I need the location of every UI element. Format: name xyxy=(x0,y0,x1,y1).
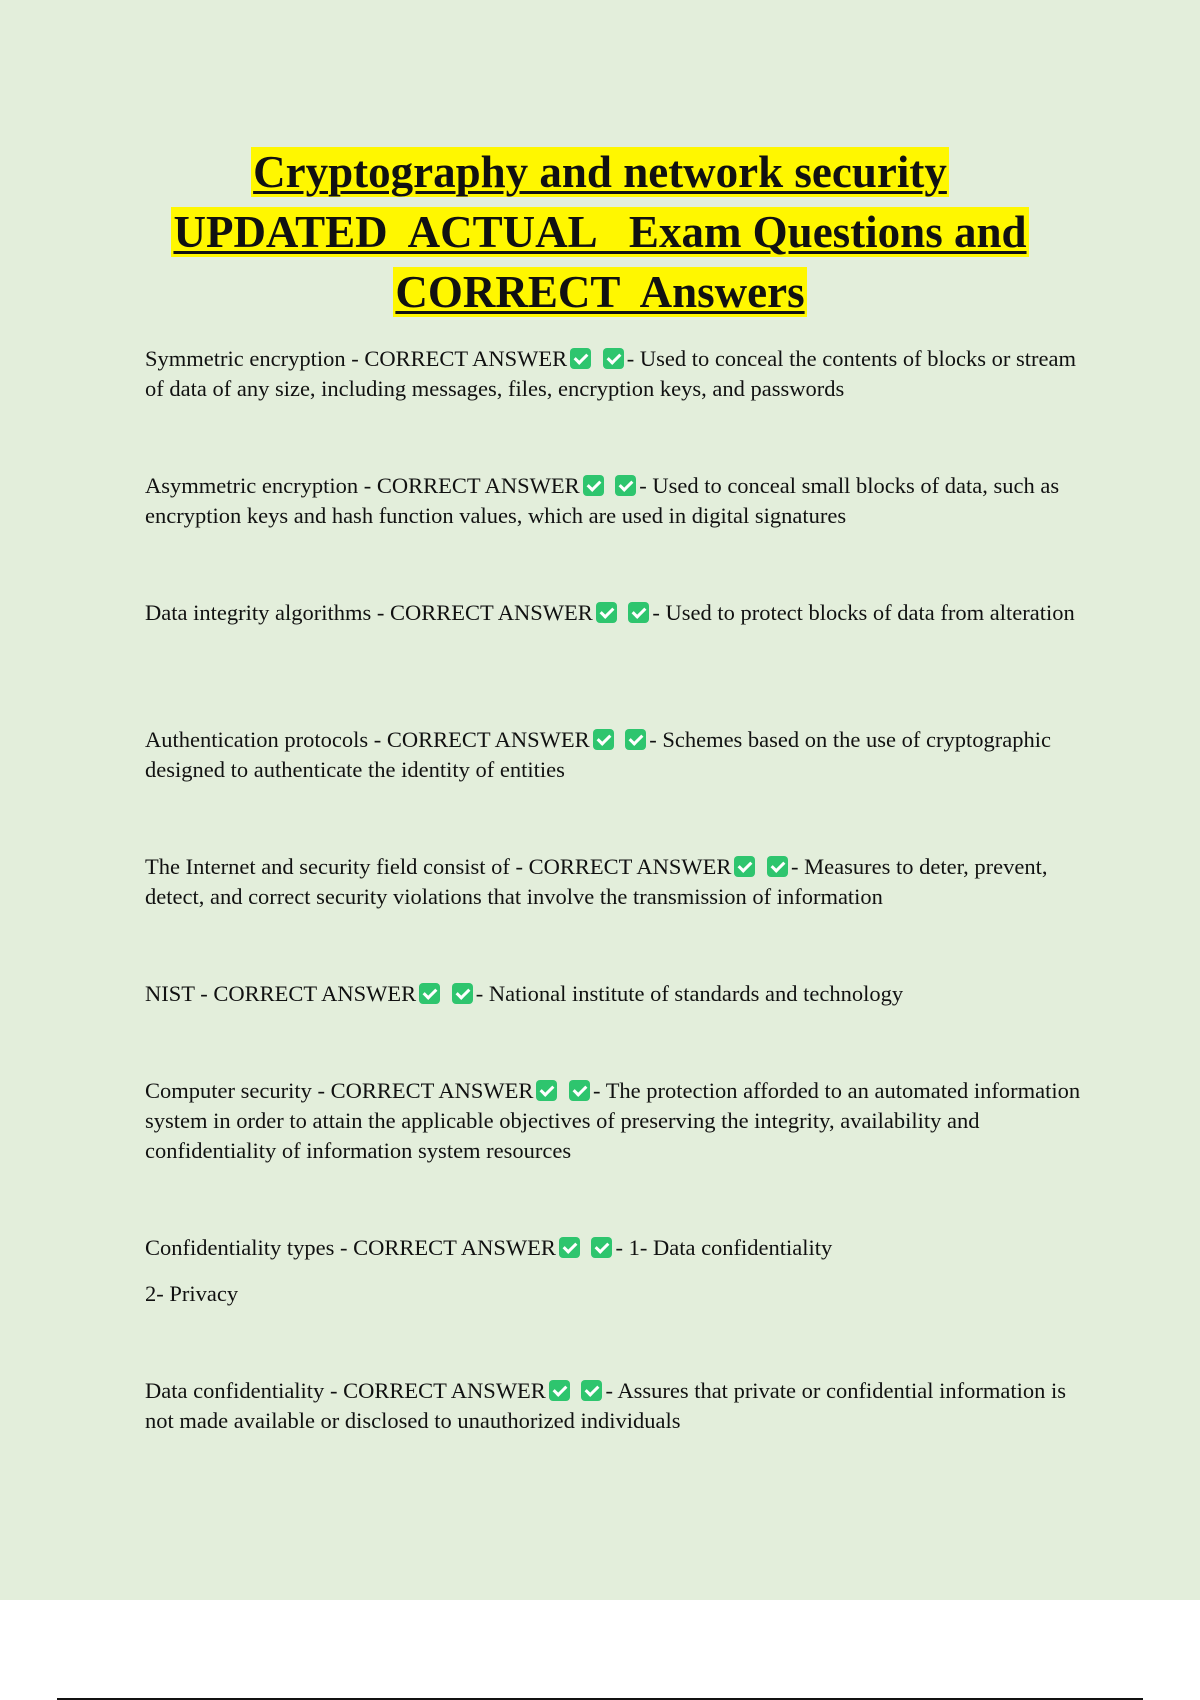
qa-item: The Internet and security field consist of - CORRECT ANSWER - Measures to deter, prevent, detect, and correct security violations that involve the transmission of information xyxy=(145,854,1048,909)
qa-item: Symmetric encryption - CORRECT ANSWER - Used to conceal the contents of blocks or stream of data of any size, including messages, files, encryption keys, and passwords xyxy=(145,346,1076,401)
qa-item: Data integrity algorithms - CORRECT ANSWER - Used to protect blocks of data from alteration xyxy=(145,600,1075,625)
qa-definition: Measures to deter, prevent, detect, and correct security violations that involve the transmission of information xyxy=(145,854,1048,909)
check-mark-icon xyxy=(734,856,755,877)
qa-definition: National institute of standards and technology xyxy=(488,981,904,1006)
answer-marker: CORRECT ANSWER xyxy=(330,1078,534,1103)
qa-term: Asymmetric encryption xyxy=(145,473,359,498)
qa-item: Asymmetric encryption - CORRECT ANSWER - Used to conceal small blocks of data, such as encryption keys and hash function values, which are used in digital signatures xyxy=(145,473,1060,528)
answer-marker: CORRECT ANSWER xyxy=(353,1235,556,1260)
qa-term: Computer security xyxy=(145,1078,312,1103)
title-line-1: Cryptography and network security xyxy=(253,147,947,197)
check-mark-icon xyxy=(569,1080,590,1101)
check-mark-icon xyxy=(452,983,473,1004)
check-mark-icon xyxy=(419,983,440,1004)
check-mark-icon xyxy=(549,1380,570,1401)
qa-term: The Internet and security field consist of xyxy=(145,854,510,879)
qa-definition: Schemes based on the use of cryptographic designed to authenticate the identity of entities xyxy=(145,727,1051,782)
answer-marker: CORRECT ANSWER xyxy=(376,473,580,498)
qa-definition: Used to conceal small blocks of data, such as encryption keys and hash function values, which are used in digital signatures xyxy=(145,473,1060,528)
check-mark-icon xyxy=(596,602,617,623)
check-mark-icon xyxy=(570,348,591,369)
check-mark-icon xyxy=(615,475,636,496)
qa-item: NIST - CORRECT ANSWER - National institute of standards and technology xyxy=(145,981,904,1006)
document-title xyxy=(0,142,1200,322)
title-line-3: CORRECT Answers xyxy=(395,267,805,317)
check-mark-icon xyxy=(591,1237,612,1258)
qa-term: Authentication protocols xyxy=(145,727,369,752)
check-mark-icon xyxy=(767,856,788,877)
qa-definition: Assures that private or confidential information is not made available or disclosed to unauthorized individuals xyxy=(145,1378,1066,1433)
answer-marker: CORRECT ANSWER xyxy=(389,600,593,625)
qa-definition: Used to conceal the contents of blocks or stream of data of any size, including messages, files, encryption keys, and passwords xyxy=(145,346,1076,401)
check-mark-icon xyxy=(581,1380,602,1401)
check-mark-icon xyxy=(628,602,649,623)
qa-definition: 1- Data confidentiality xyxy=(628,1235,833,1260)
qa-item: Computer security - CORRECT ANSWER - The protection afforded to an automated information system in order to attain the applicable objectives of preserving the integrity, availability and confidentiality of information system resources xyxy=(145,1078,1081,1163)
check-mark-icon xyxy=(583,475,604,496)
qa-item: Data confidentiality - CORRECT ANSWER - Assures that private or confidential information is not made available or disclosed to unauthorized individuals xyxy=(145,1378,1066,1433)
answer-marker: CORRECT ANSWER xyxy=(364,346,568,371)
qa-term: Symmetric encryption xyxy=(145,346,346,371)
answer-marker: CORRECT ANSWER xyxy=(386,727,590,752)
answer-marker: CORRECT ANSWER xyxy=(343,1378,546,1403)
title-line-2: UPDATED ACTUAL Exam Questions and xyxy=(173,207,1027,257)
qa-item: Authentication protocols - CORRECT ANSWER - Schemes based on the use of cryptographic designed to authenticate the identity of entities xyxy=(145,727,1051,782)
qa-term: Data integrity algorithms xyxy=(145,600,372,625)
answer-marker: CORRECT ANSWER xyxy=(528,854,732,879)
check-mark-icon xyxy=(536,1080,557,1101)
check-mark-icon xyxy=(625,729,646,750)
qa-item: Confidentiality types - CORRECT ANSWER - 1- Data confidentiality 2- Privacy xyxy=(145,1233,1085,1309)
qa-term: NIST xyxy=(145,981,195,1006)
qa-definition-extra: 2- Privacy xyxy=(145,1281,239,1306)
qa-definition: The protection afforded to an automated information system in order to attain the applicable objectives of preserving the integrity, availability and confidentiality of information system resources xyxy=(145,1078,1081,1163)
check-mark-icon xyxy=(593,729,614,750)
check-mark-icon xyxy=(603,348,624,369)
qa-term: Data confidentiality xyxy=(145,1378,325,1403)
check-mark-icon xyxy=(559,1237,580,1258)
qa-definition: Used to protect blocks of data from alteration xyxy=(665,600,1075,625)
answer-marker: CORRECT ANSWER xyxy=(213,981,417,1006)
qa-term: Confidentiality types xyxy=(145,1235,335,1260)
